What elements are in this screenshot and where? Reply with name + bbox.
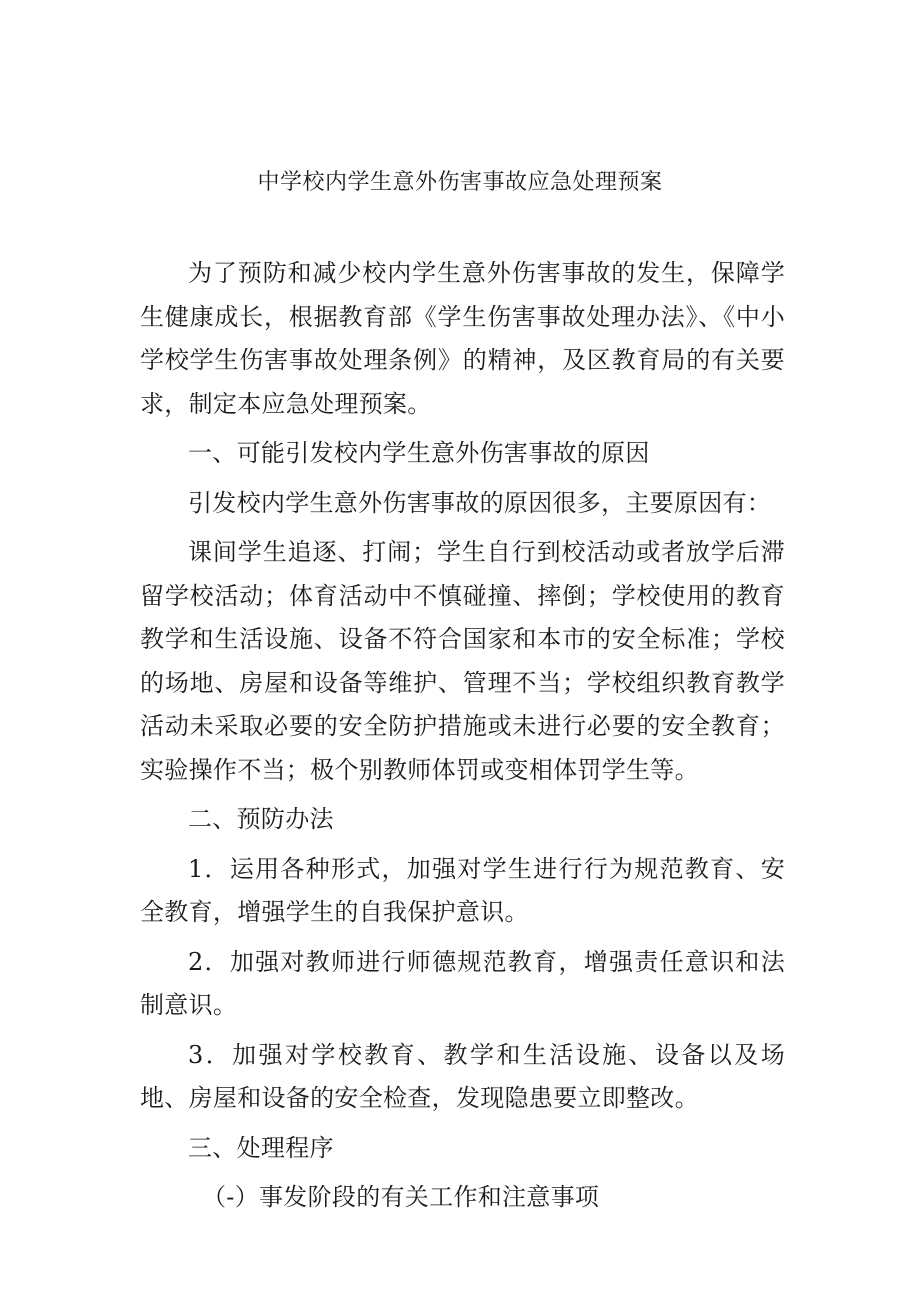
section-heading-procedure: 三、处理程序 xyxy=(188,1133,334,1162)
prevention-item-1: 1．运用各种形式，加强对学生进行行为规范教育、安全教育，增强学生的自我保护意识。 xyxy=(140,854,785,926)
subsection-heading-incident-stage: （-）事发阶段的有关工作和注意事项 xyxy=(202,1183,600,1211)
causes-detail-paragraph: 课间学生追逐、打闹；学生自行到校活动或者放学后滞留学校活动；体育活动中不慎碰撞、摔倒；学校使用的教育教学和生活设施、设备不符合国家和本市的安全标准；学校的场地、房屋和设备等维护、管理不当；学校组织教育教学活动未采取必要的安全防护措施或未进行必要的安全教育；实验操作不当；极个别教师体罚或变相体罚学生等。 xyxy=(140,538,785,784)
causes-lead-paragraph: 引发校内学生意外伤害事故的原因很多，主要原因有： xyxy=(188,488,772,517)
document-title: 中学校内学生意外伤害事故应急处理预案 xyxy=(257,170,663,195)
prevention-item-3: 3．加强对学校教育、教学和生活设施、设备以及场地、房屋和设备的安全检查，发现隐患要立即整改。 xyxy=(140,1040,785,1112)
section-heading-prevention: 二、预防办法 xyxy=(188,805,334,833)
intro-paragraph: 为了预防和减少校内学生意外伤害事故的发生，保障学生健康成长，根据教育部《学生伤害事故处理办法》、《中小学校学生伤害事故处理条例》的精神，及区教育局的有关要求，制定本应急处理预案。 xyxy=(140,259,785,418)
section-heading-causes: 一、可能引发校内学生意外伤害事故的原因 xyxy=(188,439,650,467)
prevention-item-2: 2．加强对教师进行师德规范教育，增强责任意识和法制意识。 xyxy=(140,947,785,1019)
document-body xyxy=(140,252,785,1226)
